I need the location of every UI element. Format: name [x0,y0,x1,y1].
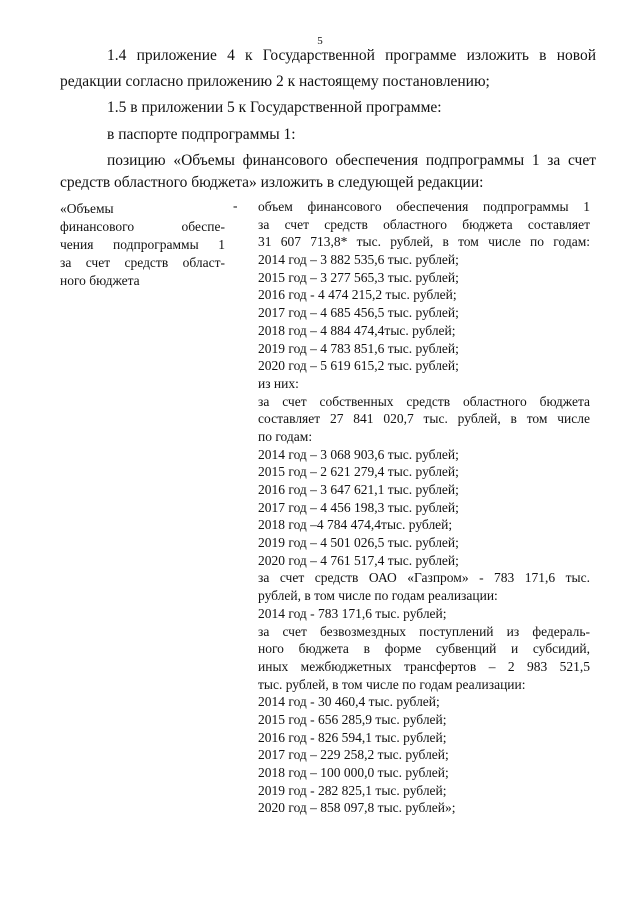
paragraph-line: редакции согласно приложению 2 к настоящему постановлению; [60,73,490,90]
paragraph-line: 1.5 в приложении 5 к Государственной программе: [107,99,442,116]
funding-line: 2019 год - 282 825,1 тыс. рублей; [258,782,447,798]
funding-line: 2020 год – 858 097,8 тыс. рублей»; [258,800,456,816]
funding-line: 2018 год – 100 000,0 тыс. рублей; [258,765,449,780]
funding-line: 2016 год - 826 594,1 тыс. рублей; [258,729,447,745]
position-title-line: за счет средств област- [60,255,225,270]
funding-line: 2018 год – 4 884 474,4тыс. рублей; [258,322,456,338]
funding-line: 2017 год – 4 685 456,5 тыс. рублей; [258,305,459,321]
funding-line: 2015 год - 656 285,9 тыс. рублей; [258,711,447,727]
funding-line: ного бюджета в форме субвенций и субсидий, [258,641,590,657]
funding-line: за счет безвозмездных поступлений из федераль- [258,623,590,639]
paragraph-line: 1.4 приложение 4 к Государственной программе изложить в новой [107,47,596,64]
funding-line: 2015 год – 2 621 279,4 тыс. рублей; [258,464,459,480]
position-value-cell [258,198,590,817]
funding-line: 2020 год – 5 619 615,2 тыс. рублей; [258,358,459,374]
funding-line: 2019 год – 4 783 851,6 тыс. рублей; [258,340,459,356]
funding-line: составляет 27 841 020,7 тыс. рублей, в том числе [258,411,590,427]
funding-line: тыс. рублей, в том числе по годам реализации: [258,676,526,692]
funding-line: 2014 год - 30 460,4 тыс. рублей; [258,694,440,710]
paragraph-line: средств областного бюджета» изложить в следующей редакции: [60,174,484,191]
funding-line: 2017 год – 4 456 198,3 тыс. рублей; [258,499,459,515]
paragraph-line: в паспорте подпрограммы 1: [107,126,296,143]
funding-line: 2018 год –4 784 474,4тыс. рублей; [258,517,453,533]
funding-line: по годам: [258,428,313,444]
funding-line: 2016 год - 4 474 215,2 тыс. рублей; [258,287,457,303]
funding-line: 2015 год – 3 277 565,3 тыс. рублей; [258,269,459,285]
funding-line: иных межбюджетных трансфертов – 2 983 521,5 [258,658,590,674]
funding-line: за счет собственных средств областного бюджета [258,393,590,409]
position-title-line: чения подпрограммы 1 [60,237,225,252]
funding-line: 2014 год – 3 882 535,6 тыс. рублей; [258,252,459,268]
funding-line: за счет средств ОАО «Газпром» - 783 171,6 тыс. [258,570,590,586]
funding-line: 31 607 713,8* тыс. рублей, в том числе по годам: [258,234,590,250]
funding-line: 2014 год - 783 171,6 тыс. рублей; [258,605,447,621]
funding-line: объем финансового обеспечения подпрограммы 1 [258,199,590,214]
funding-line: 2019 год – 4 501 026,5 тыс. рублей; [258,535,459,551]
funding-line: рублей, в том числе по годам реализации: [258,588,498,604]
funding-line: 2017 год – 229 258,2 тыс. рублей; [258,747,449,763]
funding-line: за счет средств областного бюджета составляет [258,216,590,232]
funding-line: 2020 год – 4 761 517,4 тыс. рублей; [258,552,459,568]
position-title-line: ного бюджета [60,273,140,288]
paragraph-line: позицию «Объемы финансового обеспечения подпрограммы 1 за счет [107,152,596,169]
funding-line: из них: [258,375,299,391]
position-title-cell [60,200,225,290]
funding-line: 2016 год – 3 647 621,1 тыс. рублей; [258,482,459,497]
page-number: 5 [317,35,323,47]
table-dash: - [233,198,238,213]
position-title-line: «Объемы [60,201,114,216]
position-title-line: финансового обеспе- [60,219,225,234]
funding-line: 2014 год – 3 068 903,6 тыс. рублей; [258,446,459,462]
